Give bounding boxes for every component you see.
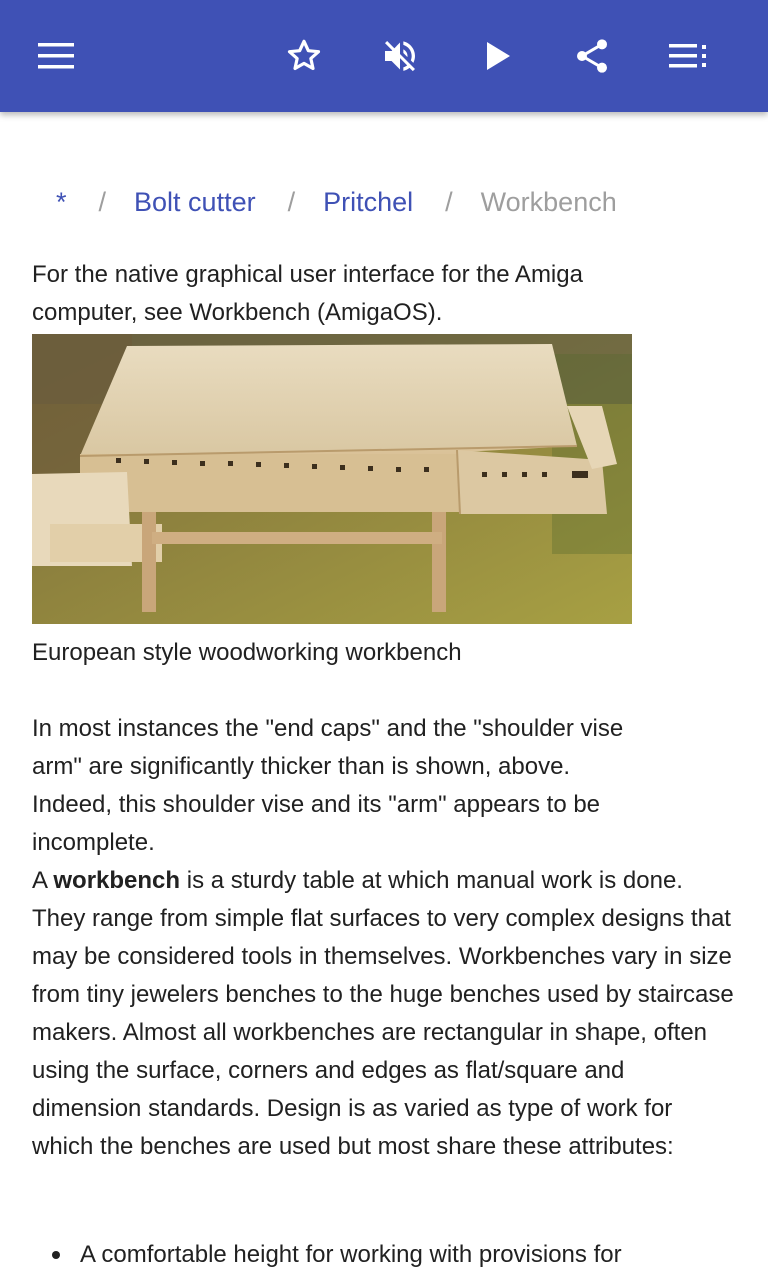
share-icon (572, 36, 612, 76)
star-outline-icon (284, 36, 324, 76)
paragraph-text: is a sturdy table at which manual work is done. They range from simple flat surfaces to very complex designs that may be considered tools in themselves. Workbenches vary in size from tiny jewelers benches to the huge benches used by staircase makers. Almost all workbenches are rectangular in shape, often using the surface, corners and edges as flat/square and dimension standards. Design is as varied as type of work for which the benches are used but most share these attributes: (32, 867, 734, 1160)
list-item-text: A comfortable height for working with provisions for (80, 1241, 622, 1268)
app-toolbar (0, 0, 768, 112)
breadcrumb-item-root[interactable]: * (56, 186, 67, 217)
article-paragraph (32, 862, 736, 1166)
breadcrumb (56, 182, 617, 222)
breadcrumb-current: Workbench (480, 186, 617, 217)
figure-caption: European style woodworking workbench (32, 639, 462, 666)
mute-button[interactable] (372, 28, 428, 84)
breadcrumb-separator: / (445, 186, 453, 217)
paragraph-lead: A (32, 867, 54, 894)
hatnote[interactable]: For the native graphical user interface for the Amiga computer, see Workbench (AmigaOS). (32, 261, 583, 326)
term-workbench: workbench (53, 867, 181, 894)
menu-button[interactable] (28, 28, 84, 84)
volume-off-icon (380, 36, 420, 76)
play-button[interactable] (470, 28, 526, 84)
playlist-icon (669, 44, 707, 68)
favorite-button[interactable] (276, 28, 332, 84)
figure-note: In most instances the "end caps" and the "shoulder vise arm" are significantly thicker than is shown, above. Indeed, this shoulder vise and its "arm" appears to be incomplete. (32, 715, 624, 856)
breadcrumb-separator: / (287, 186, 296, 217)
bullet-icon (52, 1251, 60, 1259)
breadcrumb-item-bolt-cutter[interactable]: Bolt cutter (134, 186, 256, 217)
workbench-photo[interactable] (32, 334, 632, 624)
breadcrumb-item-pritchel[interactable]: Pritchel (323, 186, 414, 217)
share-button[interactable] (564, 28, 620, 84)
play-icon (484, 41, 512, 71)
contents-button[interactable] (660, 28, 716, 84)
breadcrumb-separator: / (98, 186, 107, 217)
attributes-list (32, 1236, 736, 1274)
hamburger-menu-icon (38, 43, 74, 69)
list-item (32, 1236, 736, 1274)
